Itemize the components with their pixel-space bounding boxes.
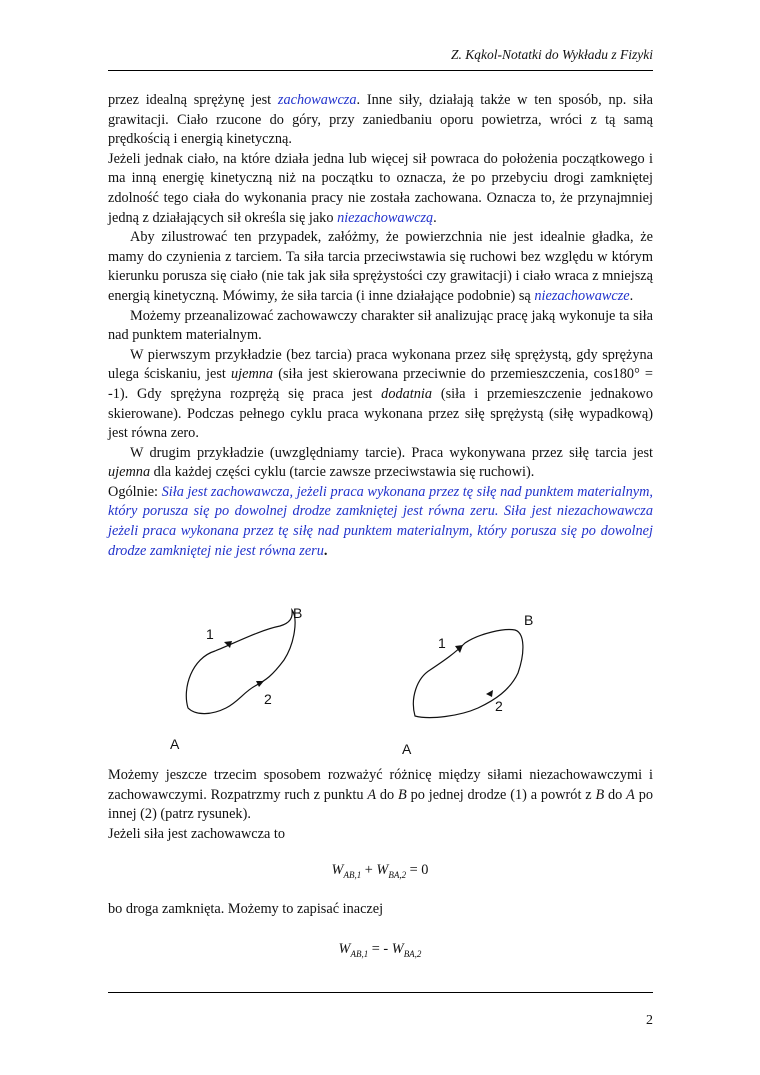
eq-subscript: AB,1: [350, 948, 369, 959]
eq-subscript: AB,1: [343, 869, 362, 880]
paragraph: [108, 766, 653, 825]
page-number: 2: [646, 1013, 653, 1028]
text-run: Ogólnie:: [108, 483, 162, 500]
paragraph: [108, 91, 653, 150]
header-rule: [108, 70, 653, 71]
text-run: po jednej drodze (1) a powrót z: [406, 786, 596, 803]
main-text: [108, 91, 653, 561]
paragraph: Możemy przeanalizować zachowawczy charakter sił analizując pracę jaką wykonuje ta siła nad punktem materialnym.: [108, 307, 653, 344]
paragraph: bo droga zamknięta. Możemy to zapisać inaczej: [108, 901, 384, 917]
eq-subscript: BA,2: [403, 948, 422, 959]
term-highlight: zachowawcza: [277, 92, 357, 108]
arrow-2: [256, 681, 264, 687]
equation-1: [0, 862, 760, 880]
term-highlight: niezachowawcze: [534, 287, 630, 304]
eq-symbol: W: [331, 862, 344, 878]
text-run: Jeżeli jednak ciało, na które działa jedna lub więcej sił powraca do położenia początkowego i ma inną energię kinetyczną niż na początku to oznacza, że po przebyciu drogi zamkniętej zdolność tego ciała do wykonania pracy nie została zachowana. Oznacza to, że przynajmniej jedną z działających sił określa się jako: [108, 150, 653, 226]
lower-text: [108, 766, 653, 844]
footer-rule: [108, 992, 653, 993]
text-run: (siła jest skierowana przeciwnie do przemieszczenia, cos180° = -1). Gdy sprężyna rozprężą się praca jest: [108, 366, 653, 402]
text-run: Możemy jeszcze trzecim sposobem rozważyć różnicę między siłami niezachowawczymi i zachowawczymi. Rozpatrzmy ruch z punktu: [108, 767, 653, 803]
path-label-2: 2: [495, 698, 503, 714]
paragraph: Jeżeli siła jest zachowawcza to: [108, 825, 286, 842]
text-run: .: [323, 542, 328, 559]
text-run: dla każdej części cyklu (tarcie zawsze przeciwstawia się ruchowi).: [150, 464, 535, 481]
text-run: po innej (2) (patrz rysunek).: [108, 786, 654, 823]
emphasis: dodatnia: [381, 385, 433, 402]
text-run: przez idealną sprężynę jest: [108, 92, 278, 108]
path-label-2: 2: [264, 691, 272, 707]
eq-subscript: BA,2: [388, 869, 407, 880]
paragraph: [108, 444, 653, 483]
point-a-label: A: [170, 736, 180, 752]
emphasis: ujemna: [108, 464, 151, 481]
text-run: (siła i przemieszczenie jednakowo skierowane). Podczas pełnego cyklu praca wykonana przez siłę sprężystą (siłę wypadkową) jest równa zero.: [108, 385, 653, 442]
text-run: do: [604, 786, 627, 803]
path-label-1: 1: [438, 635, 446, 651]
text-run: .: [433, 209, 437, 226]
eq-rhs: = 0: [406, 862, 429, 878]
point-b-label: B: [293, 605, 303, 621]
point-ref: B: [398, 786, 407, 803]
paragraph: [108, 228, 653, 306]
eq-symbol: W: [376, 862, 389, 878]
point-a-label: A: [402, 741, 412, 757]
text-run: . Inne siły, działają także w ten sposób, np. siła grawitacji. Ciało rzucone do góry, przy zaniedbaniu oporu powietrza, wróci z tą samą prędkością i energią kinetyczną.: [108, 92, 653, 148]
term-highlight: niezachowawczą: [337, 209, 434, 226]
point-b-label: B: [524, 612, 534, 628]
eq-symbol: W: [391, 941, 404, 957]
eq-operator: +: [361, 862, 377, 878]
figure-left: [170, 605, 302, 752]
eq-operator: = -: [368, 941, 392, 957]
path-curve: [186, 610, 295, 714]
text-run: Aby zilustrować ten przypadek, załóżmy, że powierzchnia nie jest idealnie gładka, że mamy do czynienia z tarciem. Ta siła tarcia przeciwstawia się ruchowi bez względu w którym kierunku porusza się ciało (nie tak jak siła sprężystości czy grawitacji) i ciało wraca z mniejszą energią kinetyczną. Mówimy, że siła tarcia (i inne działające podobnie) są: [108, 229, 653, 304]
arrow-2: [486, 690, 493, 697]
equation-2: [0, 941, 760, 959]
text-run: W drugim przykładzie (uwzględniamy tarcie). Praca wykonywana przez siłę tarcia jest: [130, 444, 653, 461]
running-header: Z. Kąkol-Notatki do Wykładu z Fizyki: [451, 47, 653, 62]
paragraph: [108, 346, 653, 444]
figure-right: [402, 612, 533, 757]
closed-path-figure: [160, 598, 580, 763]
text-run: W pierwszym przykładzie (bez tarcia) praca wykonana przez siłę sprężystą, gdy sprężyna ulega ściskaniu, jest: [108, 346, 653, 383]
arrow-1: [455, 645, 463, 653]
text-run: do: [376, 786, 399, 803]
emphasis: ujemna: [230, 366, 274, 383]
text-run: .: [629, 287, 634, 304]
paragraph: [108, 150, 653, 228]
path-curve: [413, 630, 523, 718]
point-ref: B: [595, 786, 605, 803]
point-ref: A: [626, 786, 635, 803]
eq-symbol: W: [338, 941, 351, 957]
definition-highlight: Siła jest zachowawcza, jeżeli praca wykonana przez tę siłę nad punktem materialnym, który porusza się po dowolnej drodze zamkniętej jest równa zeru. Siła jest niezachowawcza jeżeli praca wykonana przez tę siłę nad punktem materialnym, który porusza się po dowolnej drodze zamkniętej nie jest równa zeru: [108, 483, 653, 559]
path-label-1: 1: [206, 626, 214, 642]
definition-paragraph: [108, 483, 653, 561]
point-ref: A: [367, 786, 377, 803]
